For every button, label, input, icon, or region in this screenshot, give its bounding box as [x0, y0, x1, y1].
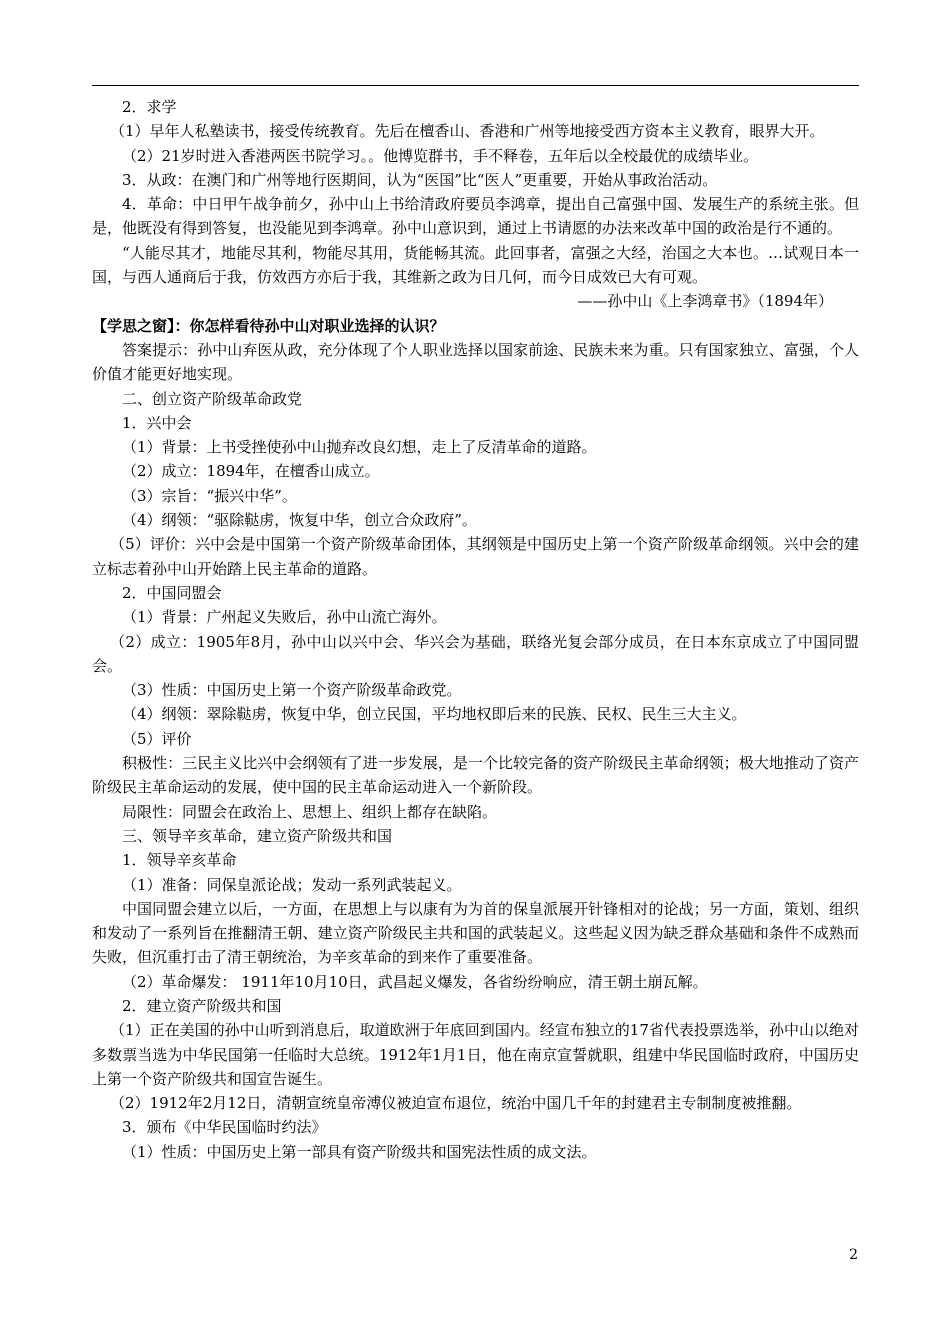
- paragraph: 1．兴中会: [122, 413, 192, 432]
- paragraph: （4）纲领：“驱除鞑虏，恢复中华，创立合众政府”。: [122, 511, 477, 530]
- paragraph: （2）成立：1905年8月，孙中山以兴中会、华兴会为基础，联络光复会部分成员，在日本东京成立了中国同盟会。: [92, 632, 859, 675]
- paragraph: 中国同盟会建立以后，一方面，在思想上与以康有为为首的保皇派展开针锋相对的论战；另一方面，策划、组织和发动了一系列旨在推翻清王朝、建立资产阶级民主共和国的武装起义。这些起义因为缺乏群众基础和条件不成熟而失败，但沉重打击了清王朝统治，为辛亥革命的到来作了重要准备。: [92, 899, 859, 967]
- page-number: 2: [849, 1247, 858, 1263]
- paragraph: 2．中国同盟会: [122, 583, 222, 602]
- paragraph: （2）21岁时进入香港两医书院学习。。他博览群书，手不释卷，五年后以全校最优的成绩毕业。: [122, 146, 759, 165]
- paragraph: ——孙中山《上李鸿章书》（1894年）: [577, 292, 833, 311]
- paragraph: 3．从政：在澳门和广州等地行医期间，认为“医国”比“医人”更重要，开始从事政治活动。: [122, 170, 718, 189]
- paragraph: （2）成立：1894年，在檀香山成立。: [122, 462, 380, 481]
- paragraph: “人能尽其才，地能尽其利，物能尽其用，货能畅其流。此回事者，富强之大经，治国之大本也。…试观日本一国，与西人通商后于我，仿效西方亦后于我，其维新之政为日几何，而今日成效已大有可观。: [92, 243, 859, 287]
- paragraph: （2）革命爆发： 1911年10月10日，武昌起义爆发，各省纷纷响应，清王朝土崩瓦解。: [122, 972, 708, 991]
- paragraph: （3）性质：中国历史上第一个资产阶级革命政党。: [122, 681, 462, 700]
- paragraph: （1）正在美国的孙中山听到消息后，取道欧洲于年底回到国内。经宣布独立的17省代表投票选举，孙中山以绝对多数票当选为中华民国第一任临时大总统。1912年1月1日，他在南京宣誓就职，组建中华民国临时政府，中国历史上第一个资产阶级共和国宣告诞生。: [92, 1021, 859, 1088]
- paragraph: 2．建立资产阶级共和国: [122, 996, 282, 1015]
- section-heading: 【学思之窗】：你怎样看待孙中山对职业选择的认识？: [92, 316, 445, 335]
- paragraph: 答案提示：孙中山弃医从政，充分体现了个人职业选择以国家前途、民族未来为重。只有国家独立、富强，个人价值才能更好地实现。: [92, 340, 859, 384]
- paragraph: 积极性：三民主义比兴中会纲领有了进一步发展，是一个比较完备的资产阶级民主革命纲领；极大地推动了资产阶级民主革命运动的发展，使中国的民主革命运动进入一个新阶段。: [92, 754, 859, 797]
- paragraph: （1）背景：广州起义失败后，孙中山流亡海外。: [122, 608, 447, 627]
- paragraph: 1．领导辛亥革命: [122, 851, 237, 870]
- paragraph: （1）性质：中国历史上第一部具有资产阶级共和国宪法性质的成文法。: [122, 1142, 597, 1161]
- paragraph: 局限性：同盟会在政治上、思想上、组织上都存在缺陷。: [122, 802, 498, 821]
- header-rule: [92, 85, 859, 86]
- paragraph: （5）评价：兴中会是中国第一个资产阶级革命团体，其纲领是中国历史上第一个资产阶级革命纲领。兴中会的建立标志着孙中山开始踏上民主革命的道路。: [92, 535, 859, 578]
- document-body: [92, 95, 859, 1164]
- paragraph: 2．求学: [122, 98, 177, 116]
- paragraph: （3）宗旨：“振兴中华”。: [122, 486, 297, 505]
- paragraph: 3．颁布《中华民国临时约法》: [122, 1118, 327, 1137]
- paragraph: 三、领导辛亥革命，建立资产阶级共和国: [122, 826, 393, 845]
- paragraph: （5）评价: [122, 729, 192, 748]
- paragraph: （1）准备：同保皇派论战；发动一系列武装起义。: [122, 875, 462, 894]
- paragraph: （2）1912年2月12日，清朝宣统皇帝溥仪被迫宣布退位，统治中国几千年的封建君主专制制度被推翻。: [110, 1094, 802, 1113]
- paragraph: 二、创立资产阶级革命政党: [122, 389, 303, 408]
- paragraph: （4）纲领：翠除鞑虏，恢复中华，创立民国，平均地权即后来的民族、民权、民生三大主义。: [122, 705, 747, 724]
- paragraph: 4．革命：中日甲午战争前夕，孙中山上书给清政府要员李鸿章，提出自己富强中国、发展生产的系统主张。但是，他既没有得到答复，也没能见到李鸿章。孙中山意识到，通过上书请愿的办法来改革中国的政治是行不通的。: [92, 195, 859, 238]
- paragraph: （1）早年人私塾读书，接受传统教育。先后在檀香山、香港和广州等地接受西方资本主义教育，眼界大开。: [110, 122, 825, 141]
- paragraph: （1）背景：上书受挫使孙中山抛弃改良幻想，走上了反清革命的道路。: [122, 438, 597, 457]
